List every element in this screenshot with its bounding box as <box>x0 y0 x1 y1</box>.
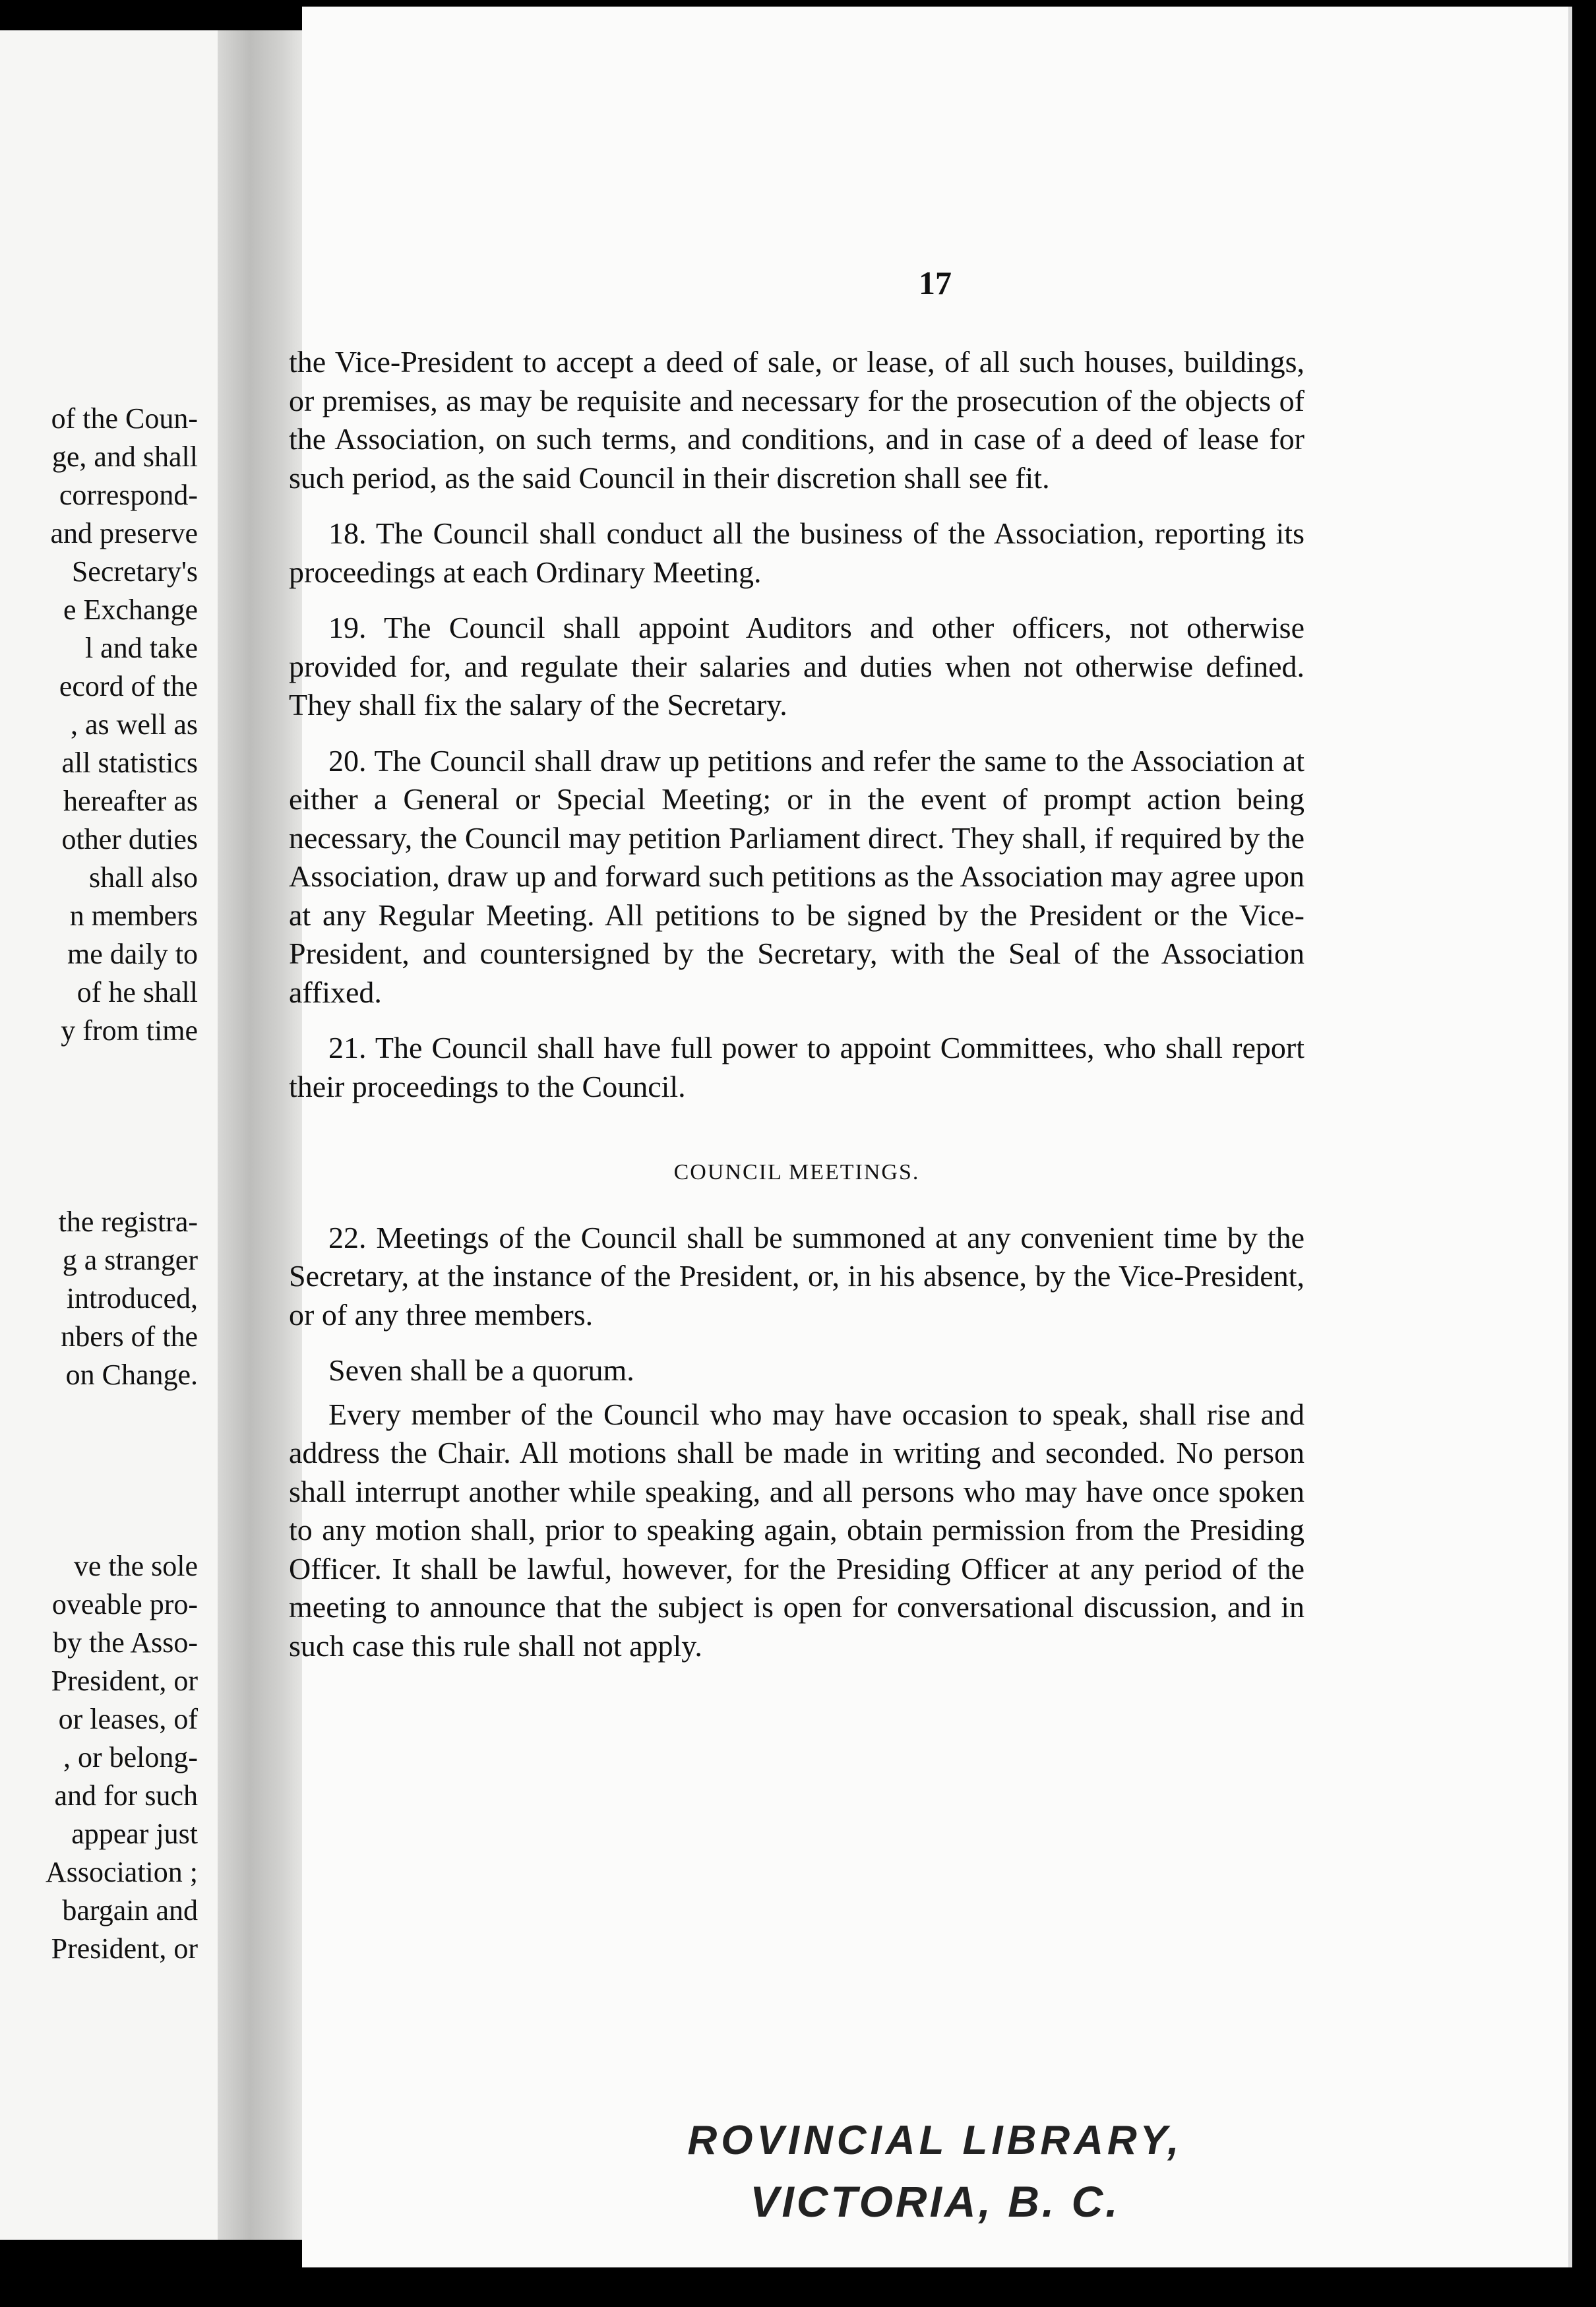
paragraph-every-member: Every member of the Council who may have occasion to speak, shall rise and address the Chair. All motions shall be made in writing and seconded. No person shall interrupt another while speaking, and all persons who may have once spoken to any motion shall, prior to speaking again, obtain permission from the Presiding Officer. It shall be lawful, however, for the Presiding Officer at any period of the meeting to announce that the subject is open for conversational discussion, and in such case this rule shall not apply. <box>289 1397 1304 1663</box>
left-line: correspond- <box>59 479 198 511</box>
left-line: l and take <box>84 632 198 664</box>
page-number: 17 <box>919 264 952 301</box>
left-line: nbers of the <box>61 1320 198 1353</box>
left-line: President, or <box>51 1665 198 1697</box>
left-line: ve the sole <box>73 1550 198 1582</box>
left-line: hereafter as <box>63 785 198 817</box>
library-stamp-line-2: VICTORIA, B. C. <box>750 2177 1120 2226</box>
left-line: and for such <box>54 1779 198 1812</box>
left-line: or leases, of <box>58 1703 198 1735</box>
paragraph-22: 22. Meetings of the Council shall be summoned at any convenient time by the Secretary, at the instance of the President, or, in his absence, by the Vice-President, or of any three members. <box>289 1220 1304 1332</box>
library-stamp-line-1: ROVINCIAL LIBRARY, <box>687 2118 1183 2163</box>
paragraph-quorum: Seven shall be a quorum. <box>328 1353 634 1387</box>
left-line: ge, and shall <box>51 441 198 473</box>
paragraph-18: 18. The Council shall conduct all the business of the Association, reporting its proceedings at each Ordinary Meeting. <box>289 516 1304 589</box>
left-line: and preserve <box>50 517 198 549</box>
left-line: n members <box>69 900 198 932</box>
left-line: Association ; <box>46 1856 198 1888</box>
left-line: me daily to <box>67 938 198 970</box>
left-line: e Exchange <box>63 594 198 626</box>
paragraph-20: 20. The Council shall draw up petitions and refer the same to the Association at either a General or Special Meeting; or in the event of prompt action being necessary, the Council may petition Parliament direct. They shall, if required by the Association, draw up and forward such petitions as the Association may agree upon at any Regular Meeting. All petitions to be signed by the President or the Vice-President, and countersigned by the Secretary, with the Seal of the Association affixed. <box>289 743 1304 1009</box>
right-page <box>289 7 1572 2267</box>
left-line: oveable pro- <box>51 1588 198 1620</box>
left-gap <box>46 1050 198 1203</box>
left-line: appear just <box>71 1818 198 1850</box>
left-line: , as well as <box>70 708 198 741</box>
left-line: Secretary's <box>71 555 198 588</box>
section-heading: COUNCIL MEETINGS. <box>673 1160 920 1184</box>
left-line: the registra- <box>58 1206 198 1238</box>
left-page-text <box>46 400 198 1968</box>
paragraph-continued: the Vice-President to accept a deed of sale, or lease, of all such houses, buildings, or premises, as may be requisite and necessary for the prosecution of the objects of the Association, on such terms, and conditions, and in case of a deed of lease for such period, as the said Council in their discretion shall see fit. <box>289 345 1304 495</box>
left-line: shall also <box>89 861 198 894</box>
paragraph-19: 19. The Council shall appoint Auditors and other officers, not otherwise provided for, and regulate their salaries and duties when not otherwise defined. They shall fix the salary of the Secretary. <box>289 611 1304 722</box>
left-line: of the Coun- <box>51 402 198 435</box>
page-body <box>289 343 1304 1682</box>
left-line: y from time <box>61 1014 198 1047</box>
left-line: all statistics <box>61 747 198 779</box>
left-line: President, or <box>51 1932 198 1965</box>
left-line: , or belong- <box>63 1741 198 1773</box>
left-line: other duties <box>61 823 198 855</box>
left-line: of he shall <box>77 976 198 1008</box>
left-line: by the Asso- <box>53 1626 198 1659</box>
left-line: ecord of the <box>59 670 198 702</box>
left-gap <box>46 1394 198 1547</box>
left-line: introduced, <box>66 1282 198 1314</box>
left-line: g a stranger <box>62 1244 198 1276</box>
left-line: on Change. <box>65 1359 198 1391</box>
left-line: bargain and <box>62 1894 198 1926</box>
paragraph-21: 21. The Council shall have full power to appoint Committees, who shall report their proceedings to the Council. <box>289 1031 1304 1103</box>
